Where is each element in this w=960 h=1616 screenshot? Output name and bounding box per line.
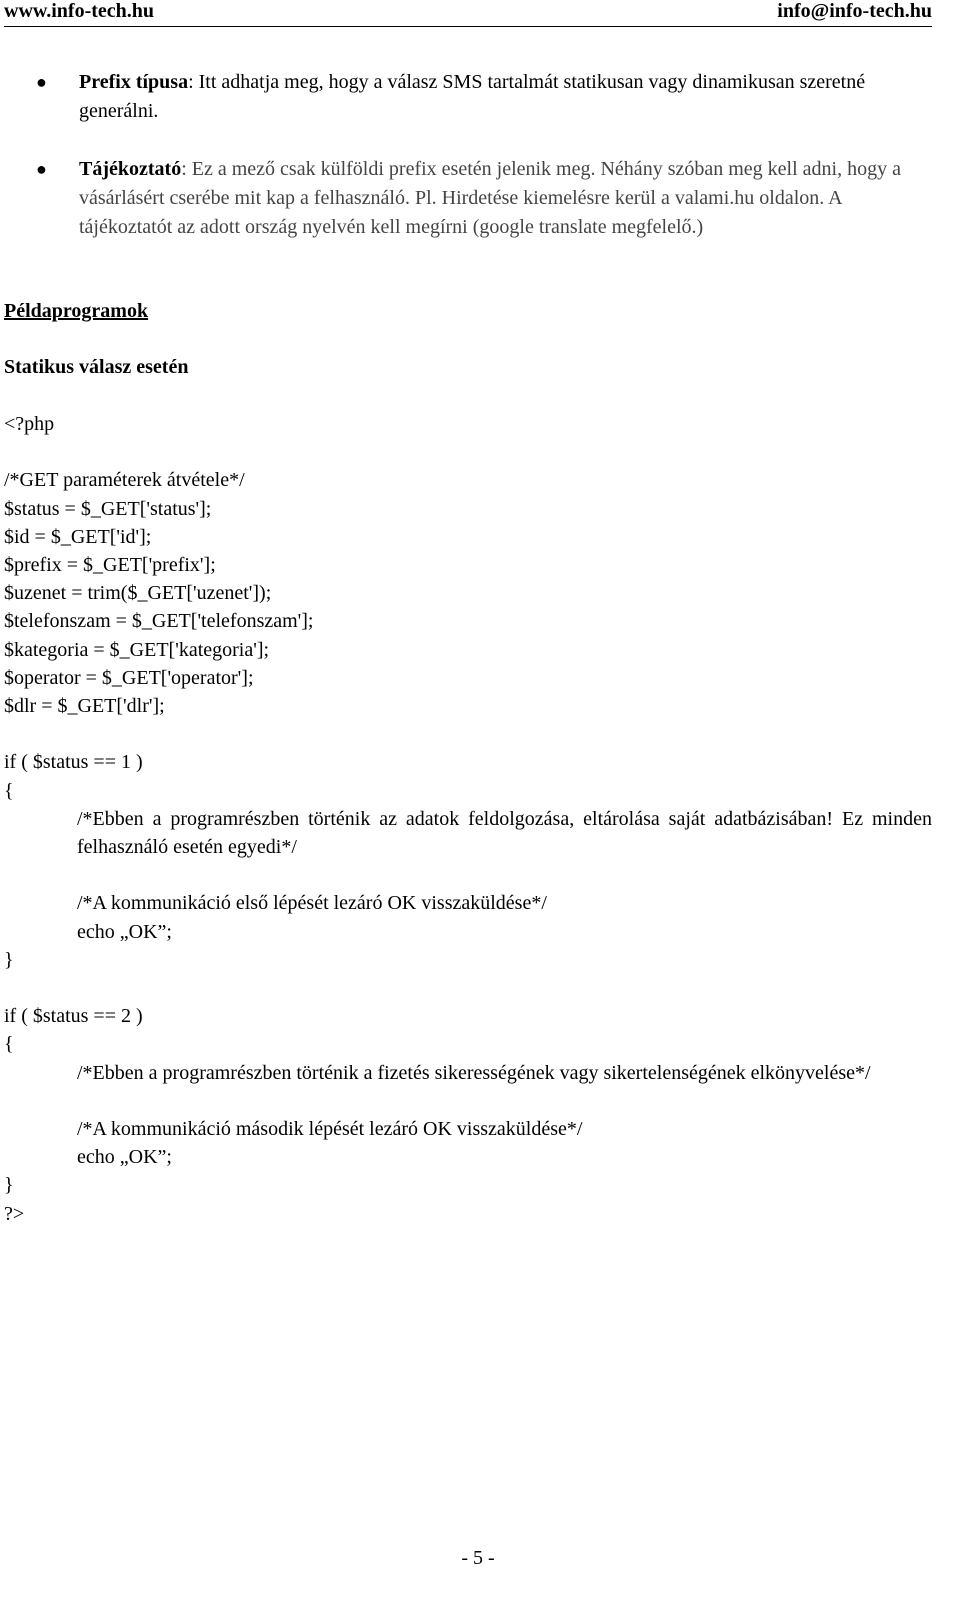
code-line: if ( $status == 2 ) [4,1005,143,1028]
code-line: $uzenet = trim($_GET['uzenet']); [4,582,272,605]
field-description-list [0,68,960,242]
site-link[interactable]: www.info-tech.hu [4,0,155,22]
code-line: $prefix = $_GET['prefix']; [4,554,216,576]
list-item [0,155,960,242]
term-description: : Ez a mező csak külföldi prefix esetén jelenik meg. Néhány szóban meg kell adni, hogy a vásárlásért cserébe mit kap a felhasználó. Pl. Hirdetése kiemelésre kerül a valami.hu oldalon. A tájékoztatót az adott ország nyelvén kell megírni (google translate megfelelő.) [79,158,901,238]
list-item-text [79,155,929,242]
bullet-icon: ● [36,159,47,179]
bullet-icon: ● [36,72,47,92]
list-item-text [79,68,929,126]
code-blank-line [4,1087,932,1115]
code-line: /*GET paraméterek átvétele*/ [4,469,245,492]
code-line: $telefonszam = $_GET['telefonszam']; [4,610,314,633]
page-number: - 5 - [461,1547,495,1569]
code-blank-line [4,974,932,1002]
code-comment: /*Ebben a programrészben történik az adatok feldolgozása, eltárolása saját adatbázisában! Ez minden felhasználó esetén egyedi*/ [77,807,932,859]
code-line: { [4,1033,14,1056]
email-link[interactable]: info@info-tech.hu [777,0,932,22]
code-line: echo „OK”; [77,920,172,943]
term-label: Prefix típusa [79,71,189,93]
code-line: $status = $_GET['status']; [4,497,212,520]
code-blank-line [4,720,932,748]
subsection-heading: Statikus válasz esetén [4,356,189,378]
code-line: if ( $status == 1 ) [4,751,143,774]
code-comment: /*Ebben a programrészben történik a fizetés sikerességének vagy sikertelenségének elkönyvelése*/ [77,1061,871,1084]
code-line: } [4,948,14,971]
code-line: $dlr = $_GET['dlr']; [4,695,165,718]
code-comment: /*A kommunikáció második lépését lezáró OK visszaküldése*/ [77,1118,583,1140]
code-line: } [4,1174,14,1197]
term-label: Tájékoztató [79,158,182,180]
code-line: $id = $_GET['id']; [4,525,152,548]
term-description: : Itt adhatja meg, hogy a válasz SMS tartalmát statikusan vagy dinamikusan szeretné generálni. [79,71,866,122]
code-line: { [4,779,14,802]
section-heading: Példaprogramok [4,300,149,322]
code-line: <?php [4,413,55,435]
list-item [0,68,960,126]
code-line: $kategoria = $_GET['kategoria']; [4,638,270,661]
code-comment: /*A kommunikáció első lépését lezáró OK visszaküldése*/ [77,892,547,915]
code-line: $operator = $_GET['operator']; [4,666,254,689]
page-footer [0,1545,960,1571]
code-line: echo „OK”; [77,1146,172,1169]
code-line: ?> [4,1202,25,1225]
page-header [4,0,932,27]
code-listing [4,410,932,1228]
code-blank-line [4,861,932,889]
code-blank-line [4,438,932,466]
